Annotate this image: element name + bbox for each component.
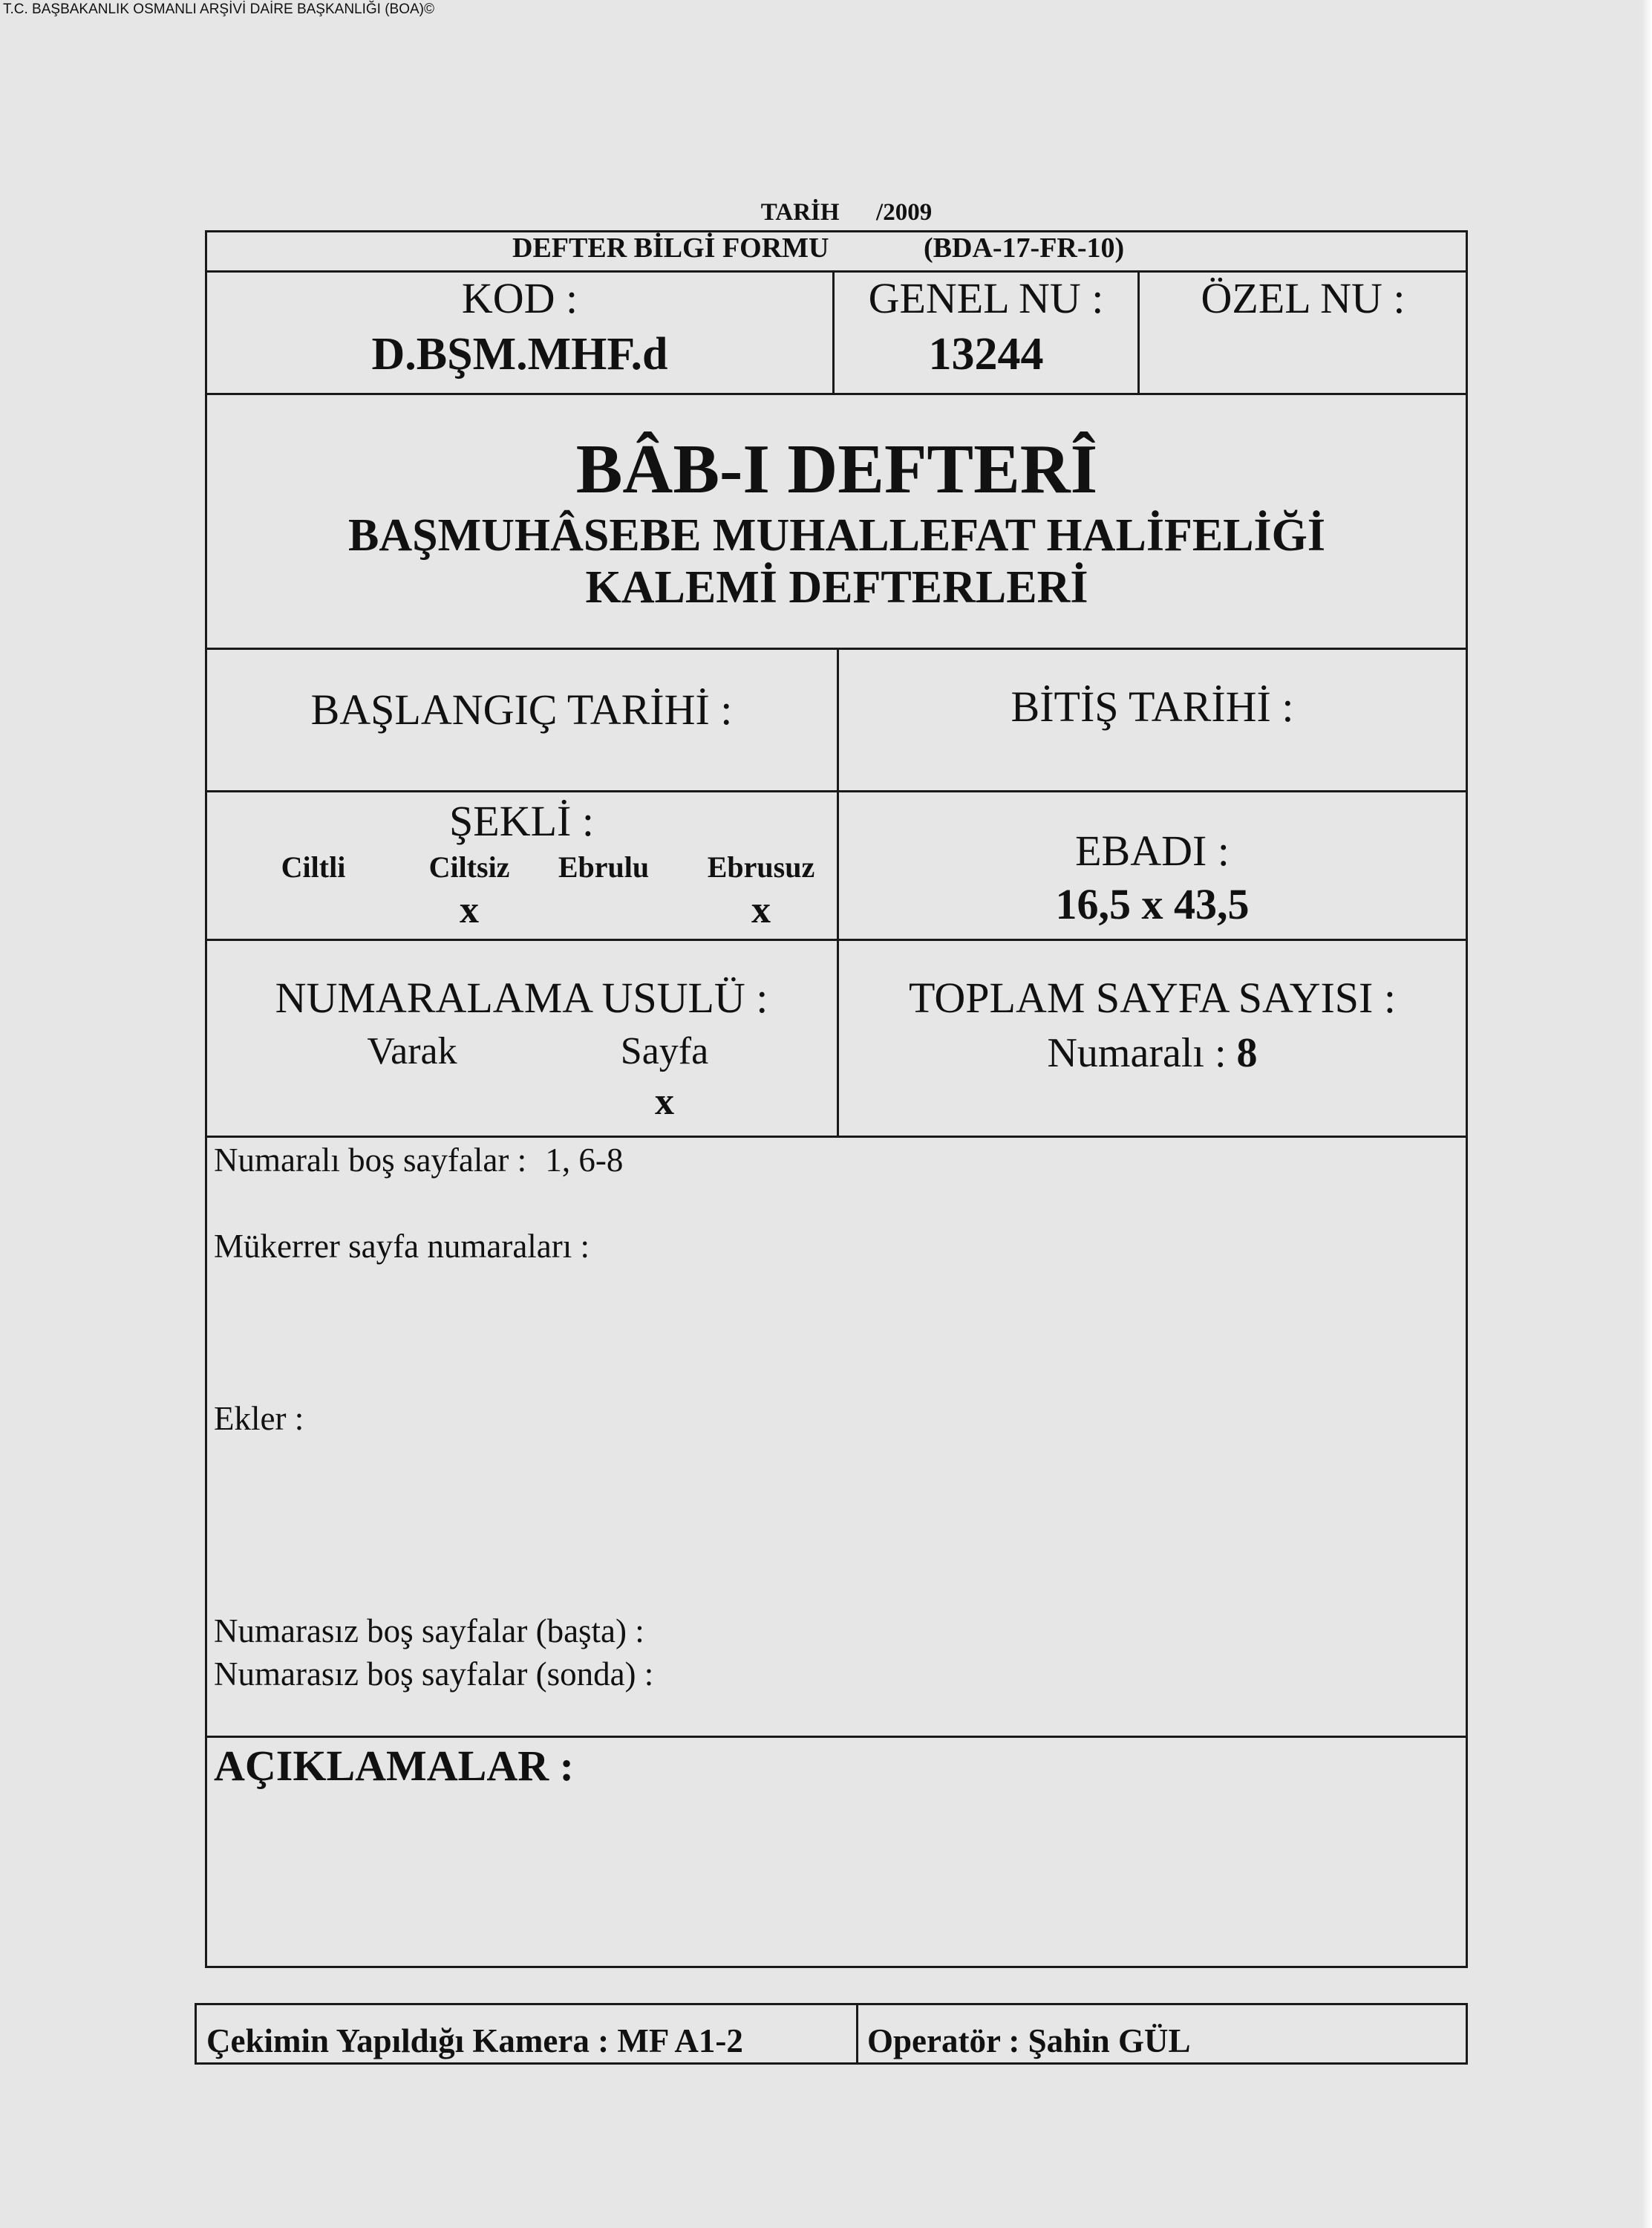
operator-label: Operatör : [867, 2022, 1020, 2059]
title-sub-2: KALEMİ DEFTERLERİ [585, 562, 1088, 613]
numaralama-mark-sayfa: x [655, 1081, 674, 1123]
sekli-label: ŞEKLİ : [449, 797, 594, 845]
baslangic-tarihi-label: BAŞLANGIÇ TARİHİ : [310, 685, 733, 734]
ozel-nu-label: ÖZEL NU : [1201, 274, 1405, 322]
bos-sayfalar-label: Numaralı boş sayfalar : [214, 1141, 527, 1179]
bos-sayfalar-value: 1, 6-8 [545, 1141, 624, 1179]
sekli-option-ebrusuz: Ebrusuz [707, 850, 815, 884]
ekler-label: Ekler : [214, 1400, 304, 1437]
numarasiz-basta-label: Numarasız boş sayfalar (başta) : [214, 1612, 644, 1649]
operator-row [867, 2022, 1190, 2060]
numarali-value: 8 [1236, 1030, 1258, 1076]
kamera-label: Çekimin Yapıldığı Kamera : [206, 2022, 610, 2059]
form-title: DEFTER BİLGİ FORMU [512, 232, 829, 264]
bos-sayfalar-row [214, 1141, 623, 1179]
numaralama-usulu-label: NUMARALAMA USULÜ : [275, 974, 768, 1022]
numaralama-option-sayfa: Sayfa [620, 1030, 709, 1072]
title-main: BÂB-I DEFTERÎ [575, 431, 1098, 508]
operator-value: Şahin GÜL [1028, 2022, 1191, 2059]
numarali-row [839, 1029, 1466, 1077]
toplam-sayfa-label: TOPLAM SAYFA SAYISI : [909, 974, 1396, 1022]
title-sub-1: BAŞMUHÂSEBE MUHALLEFAT HALİFELİĞİ [347, 510, 1326, 561]
aciklamalar-label: AÇIKLAMALAR : [214, 1742, 574, 1790]
kamera-value: MF A1-2 [617, 2022, 743, 2059]
kod-value: D.BŞM.MHF.d [371, 329, 668, 380]
genel-nu-label: GENEL NU : [868, 274, 1104, 322]
numarali-label: Numaralı : [1047, 1030, 1227, 1076]
kamera-row [206, 2022, 743, 2060]
sekli-mark-ebrusuz: x [751, 889, 771, 931]
numarasiz-sonda-label: Numarasız boş sayfalar (sonda) : [214, 1655, 654, 1693]
sekli-option-ciltsiz: Ciltsiz [428, 850, 510, 884]
kod-label: KOD : [461, 274, 578, 322]
genel-nu-value: 13244 [928, 329, 1044, 380]
mukerrer-label: Mükerrer sayfa numaraları : [214, 1228, 590, 1265]
form-code: (BDA-17-FR-10) [924, 232, 1125, 264]
page-edge [1642, 0, 1652, 2228]
ebadi-label: EBADI : [1075, 827, 1230, 875]
sekli-option-ciltli: Ciltli [281, 850, 346, 884]
numaralama-option-varak: Varak [367, 1030, 457, 1072]
ebadi-value: 16,5 x 43,5 [1055, 880, 1250, 928]
sekli-mark-ciltsiz: x [460, 889, 479, 931]
archive-header: T.C. BAŞBAKANLIK OSMANLI ARŞİVİ DAİRE BAŞKANLIĞI (BOA)© [3, 1, 435, 17]
bitis-tarihi-label: BİTİŞ TARİHİ : [1011, 683, 1294, 731]
date-line: TARİH /2009 [760, 199, 933, 226]
sekli-option-ebrulu: Ebrulu [558, 850, 650, 884]
